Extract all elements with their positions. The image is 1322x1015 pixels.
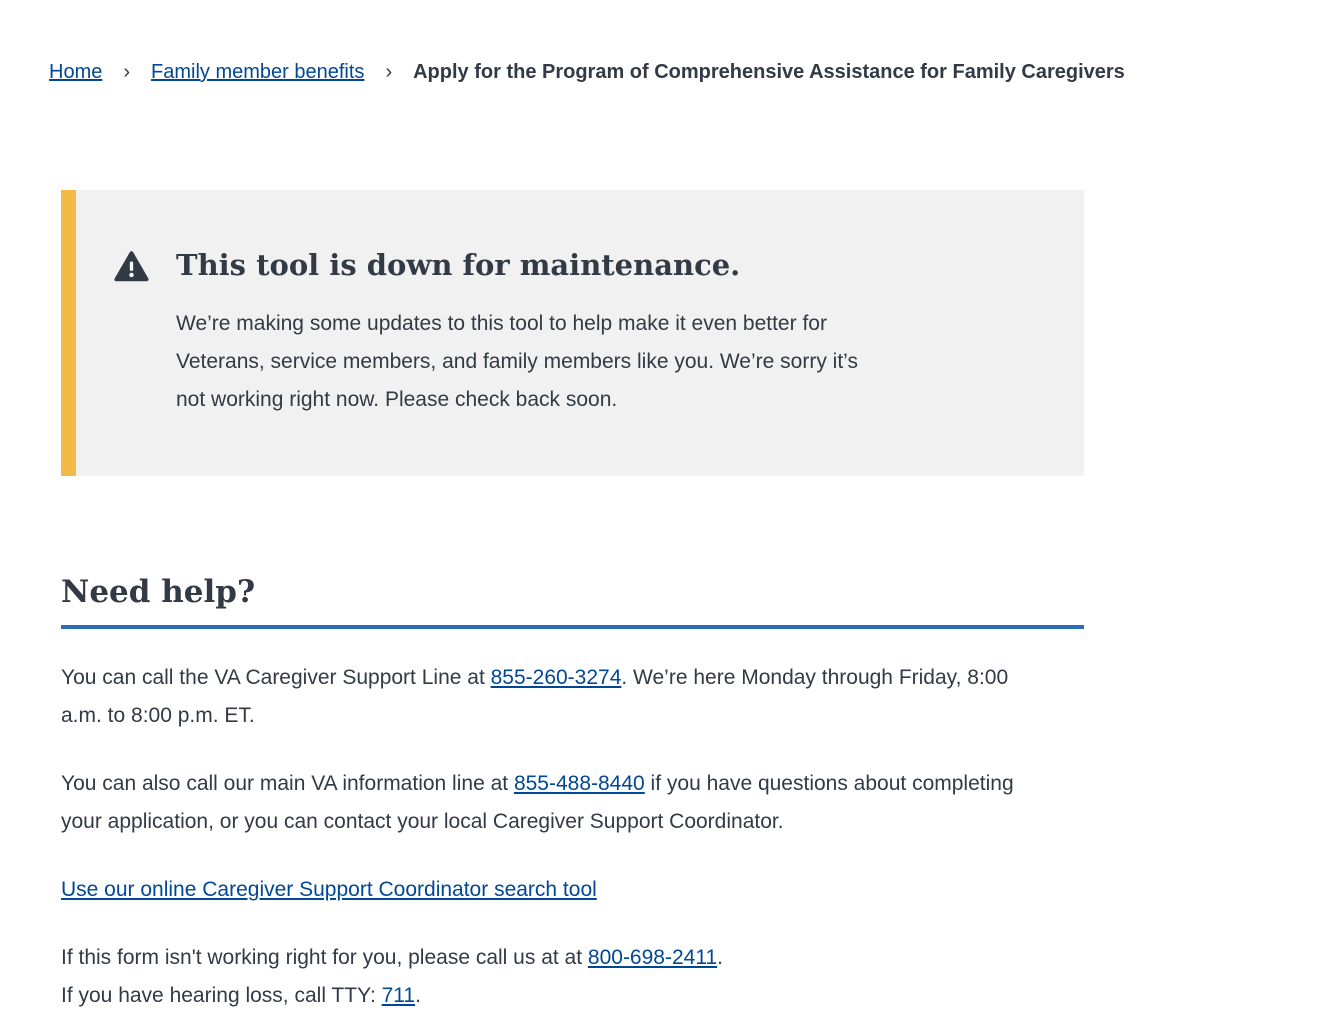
support-line-text-before: You can call the VA Caregiver Support Line at: [61, 666, 491, 689]
information-line-text-before: You can also call our main VA information line at: [61, 772, 514, 795]
alert-icon-wrap: [114, 247, 176, 289]
breadcrumb-link-family-member-benefits[interactable]: Family member benefits: [151, 61, 365, 83]
information-line-text-after: if you have questions about completing your application, or you can contact your local Caregiver Support Coordinator.: [61, 772, 1014, 833]
breadcrumb-link-home[interactable]: Home: [49, 61, 103, 83]
support-line-text-after: . We’re here Monday through Friday, 8:00 a.m. to 8:00 p.m. ET.: [61, 666, 1009, 727]
caregiver-support-phone-link[interactable]: 855-260-3274: [490, 666, 622, 689]
breadcrumb: [0, 0, 1322, 87]
alert-title: This tool is down for maintenance.: [176, 248, 741, 282]
form-trouble-text-before: If this form isn't working right for you, please call us at at: [61, 946, 588, 969]
warning-triangle-icon: [114, 249, 149, 284]
coordinator-search-tool-link[interactable]: Use our online Caregiver Support Coordinator search tool: [61, 878, 597, 901]
breadcrumb-separator-icon: ›: [123, 61, 131, 83]
tty-link[interactable]: 711: [381, 984, 416, 1007]
maintenance-alert: [61, 190, 1084, 476]
need-help-heading: Need help?: [61, 572, 1084, 629]
alert-body: [176, 247, 1044, 419]
need-help-section: [61, 572, 1084, 1015]
information-line-paragraph: [61, 765, 1021, 841]
form-trouble-text-after: .: [717, 946, 723, 969]
alert-message: We’re making some updates to this tool to help make it even better for Veterans, service members, and family members like you. We’re sorry it’s not working right now. Please check back soon.: [176, 312, 858, 411]
breadcrumb-current-page: Apply for the Program of Comprehensive Assistance for Family Caregivers: [413, 61, 1125, 83]
va-information-phone-link[interactable]: 855-488-8440: [513, 772, 645, 795]
support-line-paragraph: [61, 659, 1021, 735]
hearing-loss-text-after: .: [415, 984, 421, 1007]
main-va-phone-link[interactable]: 800-698-2411: [587, 946, 718, 969]
form-trouble-paragraph: [61, 939, 1021, 1015]
hearing-loss-text-before: If you have hearing loss, call TTY:: [61, 984, 382, 1007]
breadcrumb-separator-icon: ›: [385, 61, 393, 83]
search-tool-paragraph: [61, 871, 1021, 909]
